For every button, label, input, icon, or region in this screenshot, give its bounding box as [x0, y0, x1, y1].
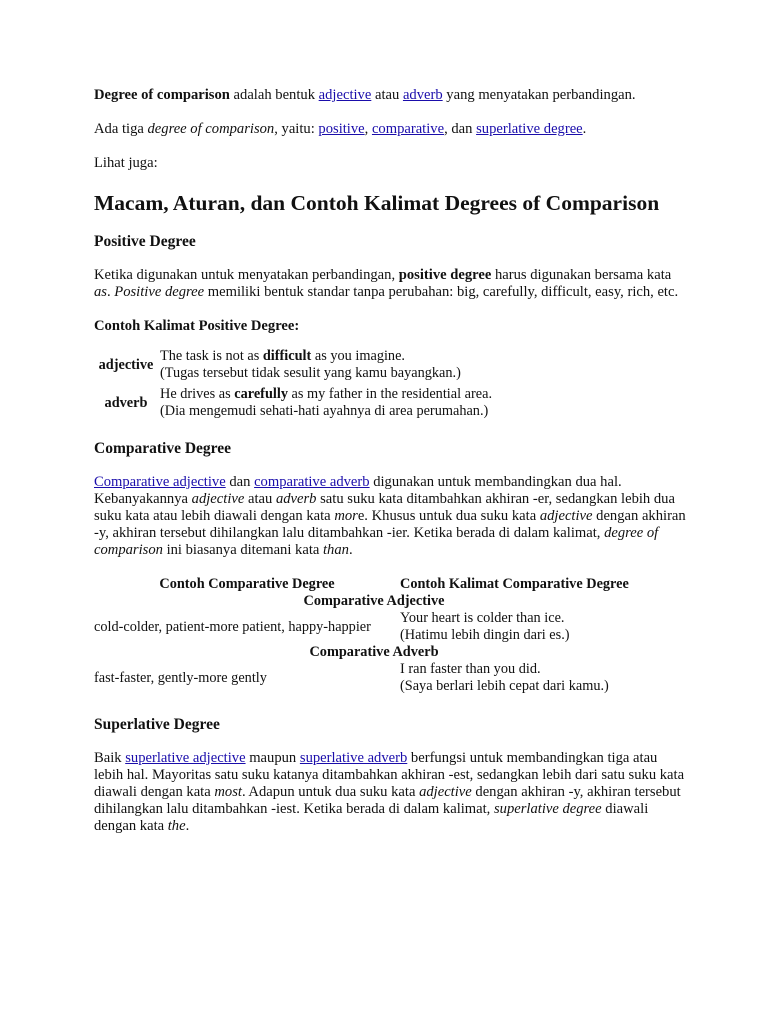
positive-example-label: Contoh Kalimat Positive Degree:	[94, 318, 300, 334]
text: Ada tiga	[94, 121, 148, 137]
document-page	[94, 87, 686, 852]
text: .	[348, 542, 353, 558]
italic-text: adverb	[275, 491, 317, 507]
heading-superlative-degree: Superlative Degree	[94, 716, 220, 733]
text: Ketika digunakan untuk menyatakan perbandingan,	[94, 267, 399, 283]
text: I ran faster than you did.	[400, 661, 541, 677]
example-cell	[160, 386, 492, 420]
superlative-paragraph	[94, 750, 686, 835]
table-row	[94, 386, 492, 420]
text: . Adapun untuk dua suku kata	[241, 784, 420, 800]
text: maupun	[245, 750, 300, 766]
text: .	[582, 121, 587, 137]
heading-comparative-degree: Comparative Degree	[94, 440, 232, 457]
comparative-paragraph	[94, 474, 686, 559]
italic-text: degree of comparison	[94, 525, 659, 558]
text: ,	[364, 121, 372, 137]
column-header: Contoh Kalimat Comparative Degree	[400, 576, 629, 592]
text: as you imagine.	[311, 348, 406, 364]
link-comparative-adjective[interactable]: Comparative adjective	[94, 474, 226, 490]
example-kind: adverb	[104, 394, 148, 411]
italic-text: superlative degree	[493, 801, 602, 817]
bold-text: positive degree	[398, 267, 492, 283]
sentence-cell	[400, 610, 654, 644]
positive-paragraph	[94, 267, 686, 301]
table-row	[94, 661, 654, 695]
words-cell: cold-colder, patient-more patient, happy-happier	[94, 618, 371, 635]
words-cell: fast-faster, gently-more gently	[94, 669, 267, 686]
italic-text: the	[167, 818, 186, 834]
italic-text: adjective	[419, 784, 472, 800]
bold-text: carefully	[234, 386, 288, 402]
italic-text: Positive degree	[114, 284, 205, 300]
table-row	[94, 348, 492, 386]
table-header-row	[94, 576, 654, 593]
text: atau	[371, 87, 403, 103]
italic-text: adjective	[539, 508, 593, 524]
page-title: Macam, Aturan, dan Contoh Kalimat Degrees of Comparison	[94, 191, 660, 215]
text: dengan akhiran -y, akhiran tersebut dihilangkan lalu ditambahkan -ier. Ketika berada di dalam kalimat,	[94, 508, 686, 541]
section-label: Comparative Adjective	[303, 593, 445, 609]
italic-text: as	[94, 284, 107, 300]
text: digunakan untuk membandingkan dua hal. Kebanyakannya	[94, 474, 622, 507]
translation: (Dia mengemudi sehati-hati ayahnya di area perumahan.)	[160, 403, 489, 419]
text: He drives as	[160, 386, 235, 402]
text: , yaitu:	[274, 121, 319, 137]
example-cell	[160, 348, 492, 386]
column-header: Contoh Comparative Degree	[159, 576, 335, 592]
link-adverb[interactable]: adverb	[402, 87, 443, 103]
table-section-row	[94, 593, 654, 610]
intro-paragraph-2	[94, 121, 686, 138]
text: , dan	[444, 121, 477, 137]
table-section-row	[94, 644, 654, 661]
example-kind: adjective	[98, 356, 154, 373]
link-adjective[interactable]: adjective	[318, 87, 372, 103]
link-superlative-degree[interactable]: superlative degree	[476, 121, 583, 137]
italic-text: most	[214, 784, 242, 800]
intro-paragraph-1	[94, 87, 686, 104]
sentence-cell	[400, 661, 654, 695]
positive-example-table	[94, 348, 492, 420]
text: memiliki bentuk standar tanpa perubahan: big, carefully, difficult, easy, rich, etc.	[204, 284, 679, 300]
italic-text: degree of comparison	[147, 121, 275, 137]
italic-text: than	[323, 542, 349, 558]
italic-text: adjective	[191, 491, 245, 507]
text: ini biasanya ditemani kata	[162, 542, 323, 558]
text: Baik	[94, 750, 126, 766]
text: The task is not as	[160, 348, 263, 364]
text: atau	[244, 491, 276, 507]
text: .	[106, 284, 115, 300]
text: dengan akhiran -y, akhiran tersebut dihilangkan lalu ditambahkan -iest. Ketika berada di dalam kalimat,	[94, 784, 681, 817]
term-bold: Degree of comparison	[94, 87, 230, 103]
link-positive[interactable]: positive	[318, 121, 365, 137]
text: e. Khusus untuk dua suku kata	[357, 508, 540, 524]
text: .	[185, 818, 190, 834]
translation: (Saya berlari lebih cepat dari kamu.)	[400, 678, 609, 694]
link-superlative-adverb[interactable]: superlative adverb	[299, 750, 408, 766]
text: diawali dengan kata	[94, 801, 649, 834]
text: satu suku kata ditambahkan akhiran -er, sedangkan lebih dua suku kata atau lebih diawali dengan kata	[94, 491, 675, 524]
link-comparative-adverb[interactable]: comparative adverb	[254, 474, 370, 490]
text: as my father in the residential area.	[287, 386, 493, 402]
link-superlative-adjective[interactable]: superlative adjective	[125, 750, 246, 766]
text: berfungsi untuk membandingkan tiga atau lebih hal. Mayoritas satu suku katanya ditambahkan akhiran -est, sedangkan lebih dari satu suku kata diawali dengan kata	[94, 750, 685, 800]
translation: (Hatimu lebih dingin dari es.)	[400, 627, 570, 643]
bold-text: difficult	[262, 348, 312, 364]
text: Your heart is colder than ice.	[400, 610, 565, 626]
text: yang menyatakan perbandingan.	[442, 87, 636, 103]
translation: (Tugas tersebut tidak sesulit yang kamu bayangkan.)	[160, 365, 461, 381]
comparative-table	[94, 576, 654, 695]
text: adalah bentuk	[229, 87, 319, 103]
link-comparative[interactable]: comparative	[371, 121, 445, 137]
text: dan	[225, 474, 255, 490]
heading-positive-degree: Positive Degree	[94, 233, 196, 250]
table-row	[94, 610, 654, 644]
section-label: Comparative Adverb	[309, 644, 439, 660]
italic-text: mor	[334, 508, 358, 524]
text: harus digunakan bersama kata	[491, 267, 672, 283]
see-also: Lihat juga:	[94, 155, 158, 171]
